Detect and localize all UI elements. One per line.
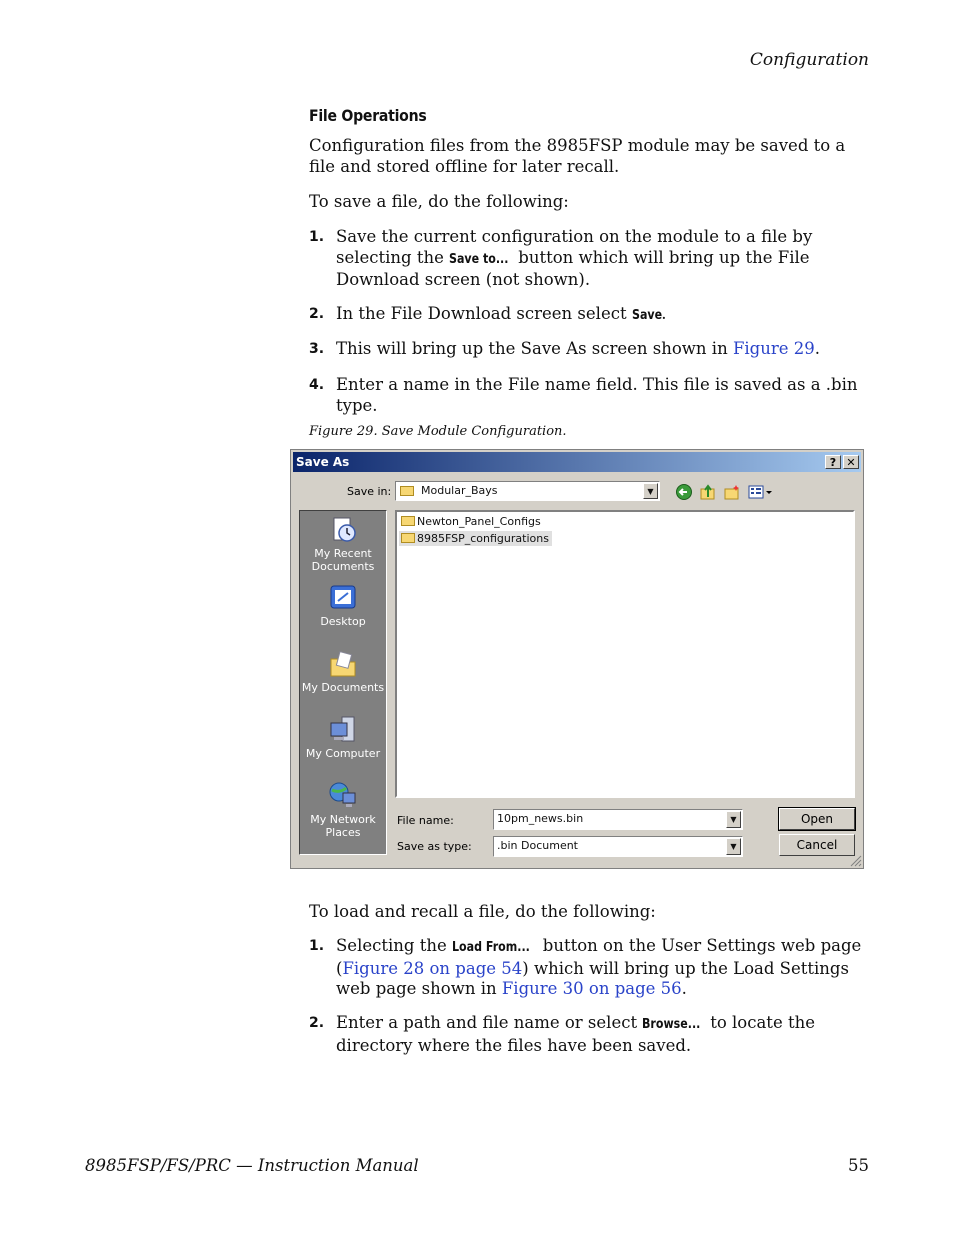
my-documents-icon xyxy=(328,649,358,679)
step-number: 1. xyxy=(309,229,325,245)
ui-term: Load From... xyxy=(451,940,530,955)
file-list[interactable] xyxy=(395,510,855,798)
places-bar xyxy=(299,510,387,855)
help-button[interactable]: ? xyxy=(825,455,841,469)
new-folder-icon[interactable] xyxy=(723,483,741,501)
back-icon[interactable] xyxy=(675,483,693,501)
chevron-down-icon[interactable]: ▼ xyxy=(726,811,741,828)
ui-term: Save to... xyxy=(449,251,509,267)
file-name-field[interactable] xyxy=(493,809,743,830)
save-as-dialog xyxy=(290,449,864,869)
load-step-1: 1. Selecting the Load From... button on the User Settings web page (Figure 28 on page 54) which will bring up the Load Settings web page shown in Figure 30 on page 56. xyxy=(309,936,862,998)
close-button[interactable]: ✕ xyxy=(843,455,859,469)
ui-term: Save xyxy=(631,308,662,323)
folder-icon xyxy=(400,486,414,496)
save-as-type-value: .bin Document xyxy=(497,839,578,852)
file-name-value: 10pm_news.bin xyxy=(497,812,584,825)
place-label: My Network Places xyxy=(310,813,376,839)
dialog-title: Save As xyxy=(296,455,350,469)
list-item[interactable]: Newton_Panel_Configs xyxy=(399,514,544,529)
save-intro: To save a file, do the following: xyxy=(309,192,569,211)
save-as-type-label: Save as type: xyxy=(397,840,472,853)
ui-term: Browse... xyxy=(642,1017,701,1032)
step-number: 2. xyxy=(309,306,325,322)
section-title: File Operations xyxy=(309,106,427,125)
figure-link[interactable]: Figure 29 xyxy=(732,339,815,358)
recent-documents-icon xyxy=(328,515,358,545)
load-step-2: 2. Enter a path and file name or select Browse... to locate the directory where the files have been saved. xyxy=(309,1013,815,1055)
figure-link[interactable]: Figure 28 on page 54 xyxy=(342,958,523,978)
place-label: Desktop xyxy=(320,615,366,628)
save-in-dropdown[interactable] xyxy=(395,481,660,501)
up-folder-icon[interactable] xyxy=(699,483,717,501)
network-places-icon xyxy=(328,781,358,811)
step-number: 2. xyxy=(309,1015,325,1031)
chevron-down-icon[interactable]: ▼ xyxy=(726,838,741,855)
step-number: 3. xyxy=(309,341,325,357)
place-my-computer[interactable] xyxy=(300,715,386,760)
dialog-titlebar xyxy=(293,452,861,472)
resize-grip-icon[interactable] xyxy=(850,855,862,867)
save-step-2: 2. In the File Download screen select Save. xyxy=(309,304,869,327)
save-in-value: Modular_Bays xyxy=(421,484,498,497)
step-number: 4. xyxy=(309,377,325,393)
step-number: 1. xyxy=(309,938,325,954)
file-name-label: File name: xyxy=(397,814,454,827)
running-header: Configuration xyxy=(749,50,869,70)
place-label: My Documents xyxy=(301,681,385,694)
view-menu-icon[interactable] xyxy=(747,483,773,501)
open-button[interactable]: Open xyxy=(779,808,855,830)
intro-paragraph: Configuration files from the 8985FSP module may be saved to a file and stored offline for later recall. xyxy=(309,136,846,176)
cancel-button[interactable]: Cancel xyxy=(779,834,855,856)
place-network[interactable] xyxy=(300,781,386,839)
footer-manual-title: 8985FSP/FS/PRC — Instruction Manual xyxy=(85,1156,419,1175)
save-in-label: Save in: xyxy=(347,485,392,498)
page-number: 55 xyxy=(848,1156,869,1175)
save-step-4: 4. Enter a name in the File name field. This file is saved as a .bin type. xyxy=(309,375,858,415)
figure-caption: Figure 29. Save Module Configuration. xyxy=(309,424,567,439)
place-recent-documents[interactable] xyxy=(300,515,386,573)
folder-icon xyxy=(401,533,415,543)
place-label: My Computer xyxy=(305,747,381,760)
my-computer-icon xyxy=(328,715,358,745)
folder-icon xyxy=(401,516,415,526)
place-label: My Recent Documents xyxy=(311,547,375,573)
desktop-icon xyxy=(328,583,358,613)
list-item[interactable]: 8985FSP_configurations xyxy=(399,531,552,546)
save-as-type-dropdown[interactable] xyxy=(493,836,743,857)
place-desktop[interactable] xyxy=(300,583,386,628)
save-step-1: 1. Save the current configuration on the module to a file by selecting the Save to... button which will bring up the File Download screen (not shown). xyxy=(309,227,813,289)
save-step-3: 3. This will bring up the Save As screen shown in Figure 29. xyxy=(309,339,821,358)
chevron-down-icon[interactable]: ▼ xyxy=(643,483,658,499)
figure-link[interactable]: Figure 30 on page 56 xyxy=(501,979,682,998)
load-intro: To load and recall a file, do the following: xyxy=(309,902,656,921)
place-my-documents[interactable] xyxy=(300,649,386,694)
